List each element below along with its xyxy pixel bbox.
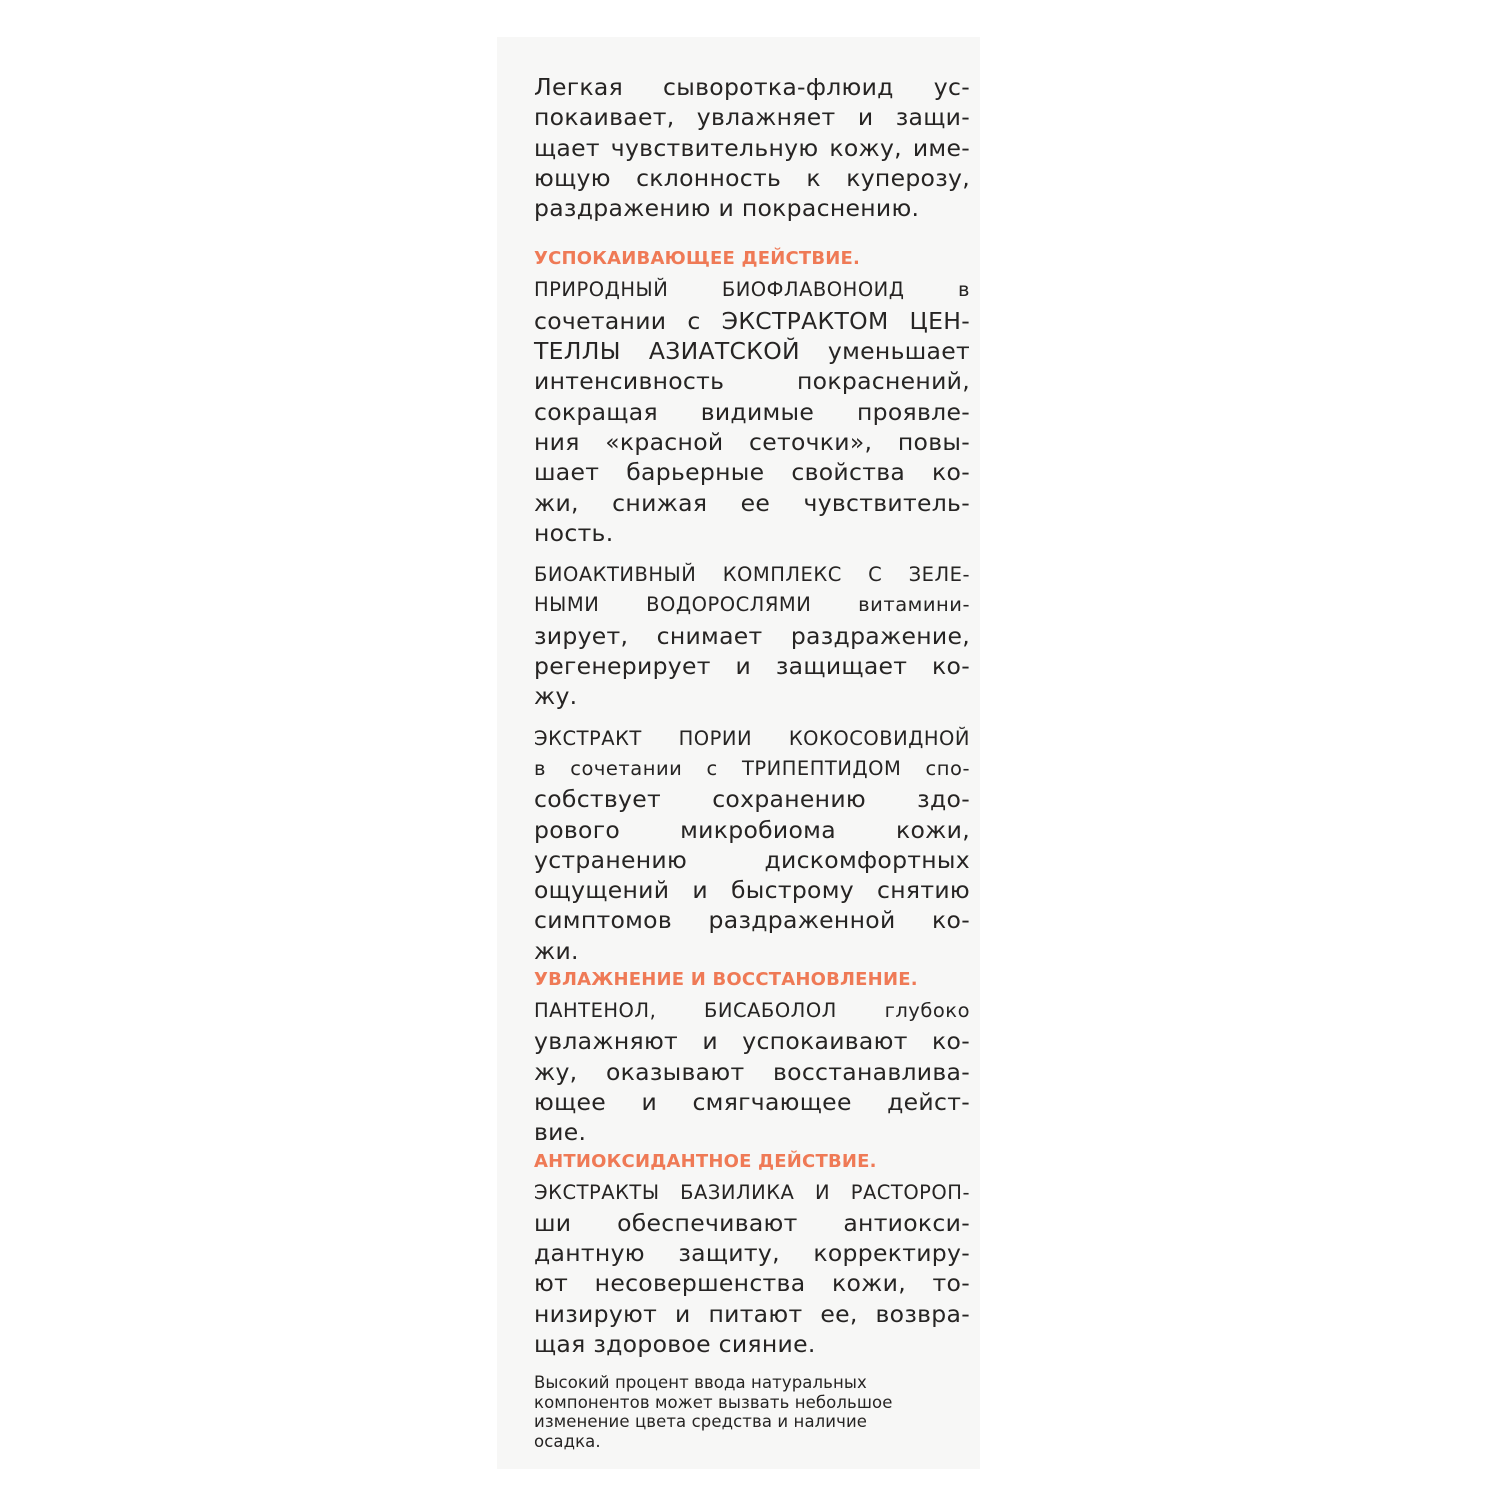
disclaimer-note: [534, 1373, 970, 1451]
text-line: ощущений и быстрому снятию: [534, 876, 970, 905]
text-line: устранению дискомфортных: [534, 845, 970, 874]
section-heading: АНТИОКСИДАНТНОЕ ДЕЙСТВИЕ.: [534, 1150, 877, 1172]
text-line: ность.: [534, 518, 614, 547]
section-soothing: [534, 247, 970, 966]
text-line: ши обеспечивают антиокси-: [534, 1208, 970, 1237]
section-heading: УВЛАЖНЕНИЕ И ВОССТАНОВЛЕНИЕ.: [534, 969, 918, 991]
note-line: компонентов может вызвать небольшое: [534, 1392, 893, 1412]
paragraph-poria-extract: [534, 724, 970, 966]
intro-line: ющую склонность к куперозу,: [534, 163, 970, 192]
text-line: сочетании с ЭКСТРАКТОМ ЦЕН-: [534, 306, 970, 335]
text-line: ния «красной сеточки», повы-: [534, 427, 970, 456]
intro-line: покаивает, увлажняет и защи-: [534, 103, 970, 132]
text-line: вие.: [534, 1118, 587, 1147]
lead-line: ЭКСТРАКТЫ БАЗИЛИКА И РАСТОРОП-: [534, 1180, 970, 1204]
text-line: регенерирует и защищает ко-: [534, 652, 970, 681]
text-line: интенсивность покраснений,: [534, 367, 970, 396]
text-line: ют несовершенства кожи, то-: [534, 1269, 970, 1298]
lead-line: в сочетании с ТРИПЕПТИДОМ спо-: [534, 756, 970, 780]
lead-line: БИОАКТИВНЫЙ КОМПЛЕКС С ЗЕЛЕ-: [534, 563, 970, 587]
text-line: ющее и смягчающее дейст-: [534, 1087, 970, 1116]
text-line: собствует сохранению здо-: [534, 785, 970, 814]
paragraph-bioflavonoid: [534, 275, 970, 548]
intro-line: Легкая сыворотка-флюид ус-: [534, 73, 970, 101]
text-line: жу.: [534, 682, 578, 711]
text-line: щая здоровое сияние.: [534, 1329, 816, 1358]
text-line: сокращая видимые проявле-: [534, 397, 970, 426]
text-line: жи.: [534, 936, 579, 965]
note-line: осадка.: [534, 1431, 601, 1451]
paragraph-bioactive-complex: [534, 560, 970, 711]
text-line: симптомов раздраженной ко-: [534, 906, 970, 935]
note-line: Высокий процент ввода натуральных: [534, 1373, 867, 1393]
text-line: жи, снижая ее чувствитель-: [534, 488, 970, 517]
text-line: ТЕЛЛЫ АЗИАТСКОЙ уменьшает: [534, 337, 970, 366]
text-line: шает барьерные свойства ко-: [534, 458, 970, 487]
text-line: зирует, снимает раздражение,: [534, 621, 970, 650]
paragraph-panthenol: [534, 996, 970, 1147]
section-antioxidant: [534, 1150, 970, 1360]
section-heading: УСПОКАИВАЮЩЕЕ ДЕЙСТВИЕ.: [534, 248, 861, 270]
paragraph-basil-extracts: [534, 1178, 970, 1360]
text-line: дантную защиту, корректиру-: [534, 1239, 970, 1268]
lead-line: ПАНТЕНОЛ, БИСАБОЛОЛ глубоко: [534, 999, 970, 1023]
text-line: жу, оказывают восстанавлива-: [534, 1057, 970, 1086]
intro-paragraph: [534, 72, 970, 223]
text-line: увлажняют и успокаивают ко-: [534, 1027, 970, 1056]
text-line: рового микробиома кожи,: [534, 815, 970, 844]
product-description-panel: [497, 37, 980, 1469]
lead-line: ЭКСТРАКТ ПОРИИ КОКОСОВИДНОЙ: [534, 726, 970, 750]
intro-line: раздражению и покраснению.: [534, 194, 920, 223]
intro-line: щает чувствительную кожу, име-: [534, 133, 970, 162]
text-line: низируют и питают ее, возвра-: [534, 1299, 970, 1328]
section-moisturizing: [534, 968, 970, 1147]
note-line: изменение цвета средства и наличие: [534, 1412, 868, 1432]
lead-line: ПРИРОДНЫЙ БИОФЛАВОНОИД в: [534, 278, 970, 302]
lead-line: НЫМИ ВОДОРОСЛЯМИ витамини-: [534, 593, 970, 617]
